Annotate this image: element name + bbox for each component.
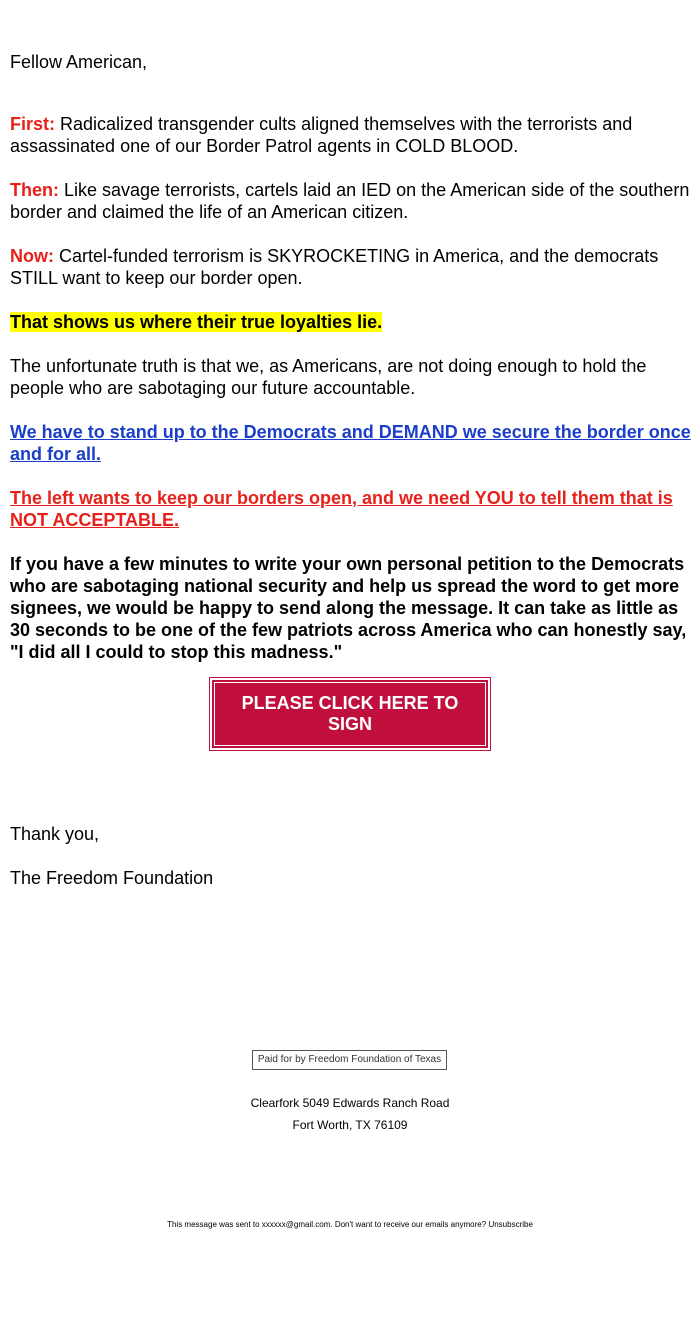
paragraph-then <box>10 179 694 223</box>
paragraph-red-link <box>10 487 694 531</box>
paragraph-blue-link <box>10 421 694 465</box>
now-label: Now: <box>10 246 54 266</box>
paragraph-now <box>10 245 694 289</box>
first-label: First: <box>10 114 55 134</box>
footer-disclaimer <box>0 1220 700 1229</box>
secure-border-link[interactable]: We have to stand up to the Democrats and DEMAND we secure the border once and for all. <box>10 422 691 464</box>
then-label: Then: <box>10 180 59 200</box>
paragraph-petition: If you have a few minutes to write your own personal petition to the Democrats who are sabotaging national security and help us spread the word to get more signees, we would be happy to send along the message. It can take as little as 30 seconds to be one of the few patriots across America who can honestly say, "I did all I could to stop this madness." <box>10 554 687 662</box>
highlight-text: That shows us where their true loyalties lie. <box>10 312 383 332</box>
unsubscribe-link[interactable]: Unsubscribe <box>488 1220 533 1229</box>
not-acceptable-link[interactable]: The left wants to keep our borders open, and we need YOU to tell them that is NOT ACCEPTABLE. <box>10 488 673 530</box>
first-text: Radicalized transgender cults aligned themselves with the terrorists and assassinated one of our Border Patrol agents in COLD BLOOD. <box>10 114 633 156</box>
disclaimer-text: This message was sent to xxxxxx@gmail.com. Don't want to receive our emails anymore? <box>167 1220 487 1229</box>
signature: The Freedom Foundation <box>10 868 214 888</box>
address-line-2: Fort Worth, TX 76109 <box>292 1118 408 1132</box>
paragraph-highlight <box>10 311 694 333</box>
now-text: Cartel-funded terrorism is SKYROCKETING in America, and the democrats STILL want to keep our border open. <box>10 246 659 288</box>
address-line-1: Clearfork 5049 Edwards Ranch Road <box>250 1096 450 1110</box>
paid-for-disclaimer: Paid for by Freedom Foundation of Texas <box>252 1050 447 1070</box>
sign-petition-button[interactable]: PLEASE CLICK HERE TO SIGN <box>212 680 488 748</box>
greeting: Fellow American, <box>10 52 148 72</box>
paragraph-unfortunate: The unfortunate truth is that we, as Americans, are not doing enough to hold the people who are sabotaging our future accountable. <box>10 356 647 398</box>
paragraph-first <box>10 113 694 157</box>
thanks-line: Thank you, <box>10 824 100 844</box>
sign-button-frame <box>209 677 491 751</box>
then-text: Like savage terrorists, cartels laid an IED on the American side of the southern border and claimed the life of an American citizen. <box>10 180 690 222</box>
